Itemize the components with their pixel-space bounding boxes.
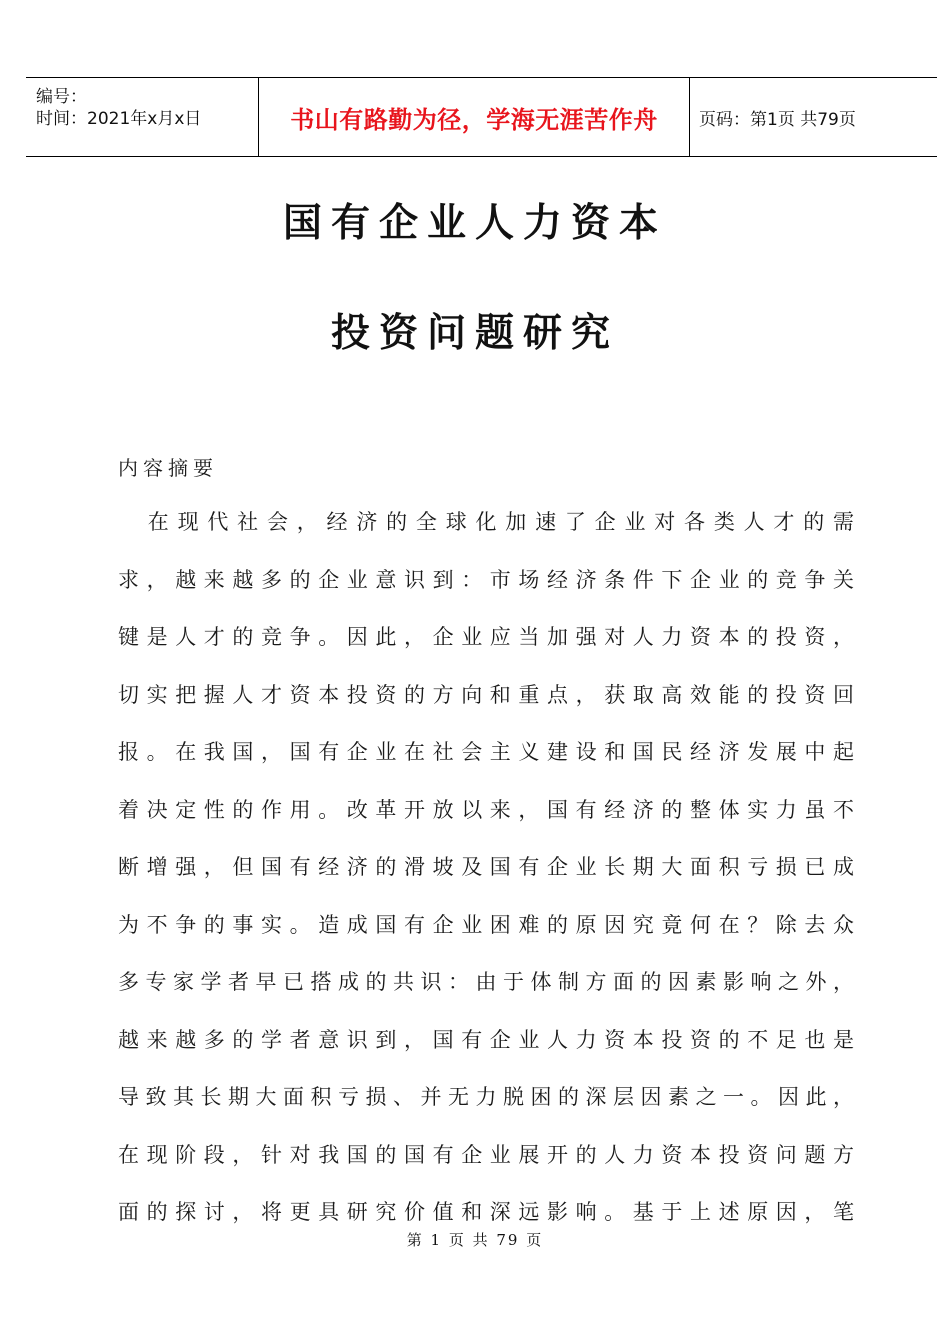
page-header: [26, 77, 937, 157]
document-title-line-2: 投资问题研究: [330, 310, 619, 356]
body-line: 多专家学者早已搭成的共识：由于体制方面的因素影响之外，: [118, 970, 854, 994]
body-line: 越来越多的学者意识到，国有企业人力资本投资的不足也是: [118, 1027, 854, 1052]
body-line: 导致其长期大面积亏损、并无力脱困的深层因素之一。因此，: [118, 1085, 854, 1109]
body-line: 求，越来越多的企业意识到：市场经济条件下企业的竞争关: [118, 567, 854, 592]
abstract-body: [118, 494, 854, 1242]
body-line: 为不争的事实。造成国有企业困难的原因究竟何在？除去众: [118, 912, 854, 937]
section-heading-abstract: 内容摘要: [118, 456, 218, 480]
header-motto: 书山有路勤为径，学海无涯苦作舟: [290, 104, 658, 134]
body-line: 报。在我国，国有企业在社会主义建设和国民经济发展中起: [118, 740, 854, 764]
document-time-label: 时间：2021年x月x日: [36, 109, 202, 129]
document-number-label: 编号：: [36, 87, 87, 107]
header-page-info: 页码：第1页 共79页: [699, 109, 856, 130]
body-line: 面的探讨，将更具研究价值和深远影响。基于上述原因，笔: [118, 1200, 854, 1224]
body-line: 在现代社会，经济的全球化加速了企业对各类人才的需: [118, 510, 854, 534]
header-meta: [26, 78, 258, 156]
body-line: 切实把握人才资本投资的方向和重点，获取高效能的投资回: [118, 682, 854, 707]
body-line: 断增强，但国有经济的滑坡及国有企业长期大面积亏损已成: [118, 855, 854, 879]
body-line: 着决定性的作用。改革开放以来，国有经济的整体实力虽不: [118, 797, 854, 822]
body-line: 在现阶段，针对我国的国有企业展开的人力资本投资问题方: [118, 1142, 854, 1167]
body-line: 键是人才的竞争。因此，企业应当加强对人力资本的投资，: [118, 625, 854, 649]
document-title-line-1: 国有企业人力资本: [282, 200, 667, 246]
header-motto-cell: [258, 78, 690, 156]
page-footer: 第 1 页 共 79 页: [406, 1231, 544, 1249]
